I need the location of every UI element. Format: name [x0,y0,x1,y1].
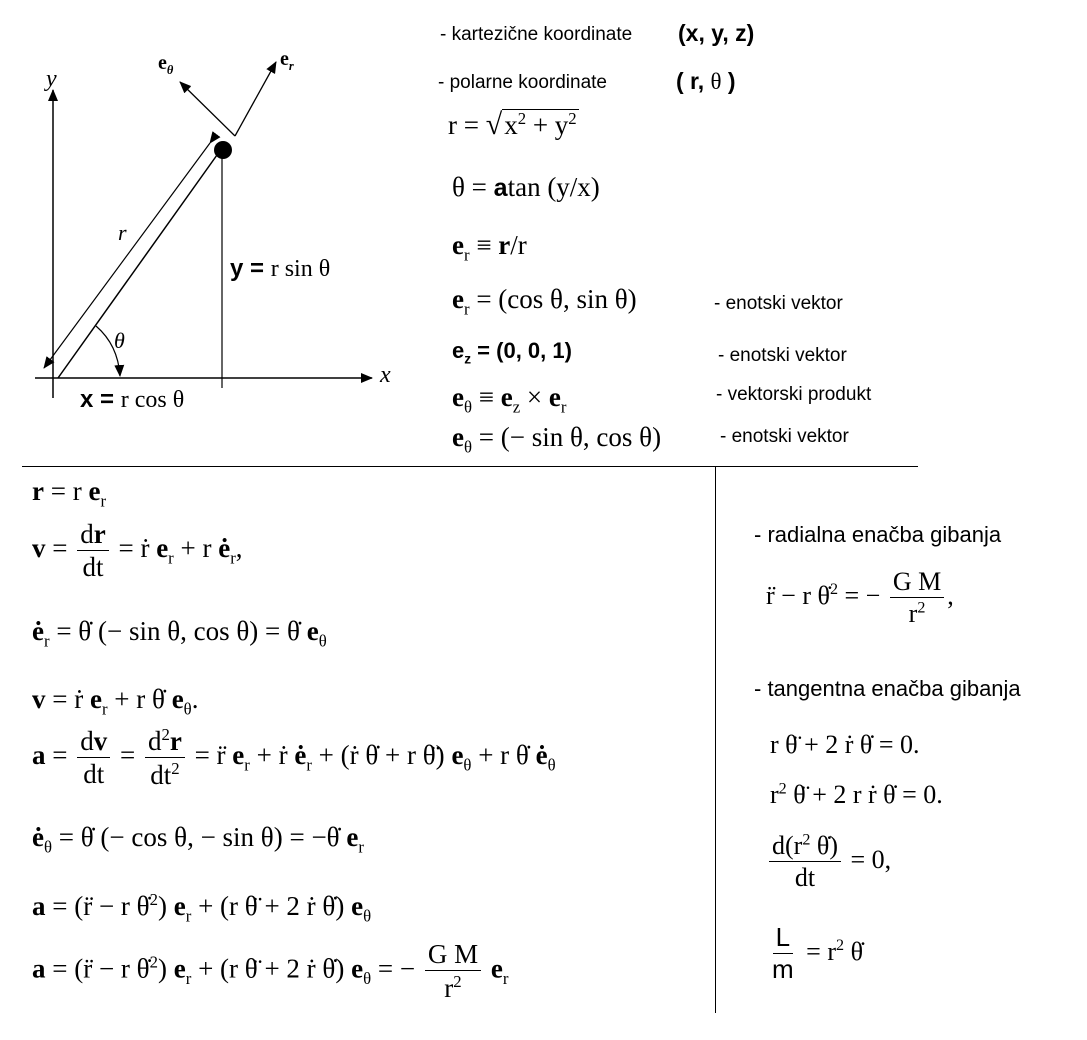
eq-velocity: v = $\frac{dr}{dt}$ = ṙ $e_r + r$ $ė_r$, [32,519,243,583]
eq-velocity-polar: v = ṙ $e_r + r$ θ̇ $e_\theta$. [32,684,199,719]
polar-label: - polarne koordinate [438,72,607,93]
particle-point [214,141,232,159]
e-r-label: $e_r$ [280,48,294,73]
radius-line [58,148,222,378]
eq-ez: $e_z = (0$, 0, 1) [452,338,572,367]
e-r-vector [235,62,276,136]
y-equation: y = r sin θ [230,255,331,282]
eq-etheta-definition: $e_\theta \equiv e_z \times e_r$ [452,382,567,417]
radial-label: - radialna enačba gibanja [754,522,1002,547]
polar-coords: ( r, θ ) [676,68,736,94]
radial-equation: r̈ − r θ̇$^2$ = − $\frac{\text{G M}}{r^2}$ , [766,567,954,629]
eq-acceleration-gravity: a = (r̈ − r θ̇$^2$) $e_r + (r$ θ̈ + 2 ṙ θ̇) $e_\theta$ = − $\frac{\text{G M}}{r^2}$ $e_r$ [32,939,509,1004]
eq-ez-note: - enotski vektor [718,345,847,366]
tangential-eq-1: r θ̈ + 2 ṙ θ̇ = 0. [770,730,920,759]
eq-acceleration-expanded: a = $\frac{dv}{dt}$ = $\frac{d^2r}{dt^2}$ = r̈ $e_r$ + ṙ $ė_r$ + (ṙ θ̇ + r θ̈) $e_\theta + r$ θ̇ $ė_\theta$ [32,725,556,791]
eq-acceleration-polar: a = (r̈ − r θ̇$^2$) $e_r + (r$ θ̈ + 2 ṙ θ̇) $e_\theta$ [32,890,372,926]
angular-momentum-eq: $\frac{L}{m}$ = $r^2$ θ̇ [772,922,864,985]
x-equation: x = r cos θ [80,386,185,413]
eq-r-magnitude: $r = √x^2 + y^2$ [448,108,577,141]
polar-coordinates-diagram [0,0,430,430]
vertical-divider [715,467,716,1013]
tangential-eq-2: $r^2$ θ̈ + 2 r ṙ θ̇ = 0. [770,780,943,809]
x-axis-label: x [380,362,391,388]
tangential-label: - tangentna enačba gibanja [754,676,1021,701]
horizontal-divider [22,466,918,467]
r-label: r [118,220,127,245]
r-length-indicator [44,143,210,368]
eq-theta: θ = atan (y/x) [452,172,600,202]
eq-er-note: - enotski vektor [714,293,843,314]
eq-er-definition: $e_r \equiv r/r$ [452,230,527,265]
cartesian-label: - kartezične koordinate [440,24,633,45]
eq-etheta: $e_\theta$ = (− sin θ, cos θ) [452,422,662,457]
e-theta-vector [180,82,235,136]
eq-etheta-derivative: $ė_\theta$ = θ̇ (− cos θ, − sin θ) = −θ̇ $e_r$ [32,822,364,857]
eq-position-vector: r = r $e_r$ [32,476,107,511]
eq-etheta-definition-note: - vektorski produkt [716,384,872,405]
tangential-eq-3: $\frac{d(r^2 \thetȧ)}{dt}$ = 0, [766,832,891,892]
eq-etheta-note: - enotski vektor [720,426,849,447]
e-theta-label: $e_\theta$ [158,52,174,77]
theta-label: θ [114,328,125,353]
y-axis-label: y [46,66,57,92]
cartesian-coords: (x, y, z) [678,20,755,46]
eq-er: $e_r = (\cos$ θ, sin θ) [452,284,637,319]
eq-er-derivative: $ė_r$ = θ̇ (− sin θ, cos θ) = θ̇ $e_\theta$ [32,616,327,651]
